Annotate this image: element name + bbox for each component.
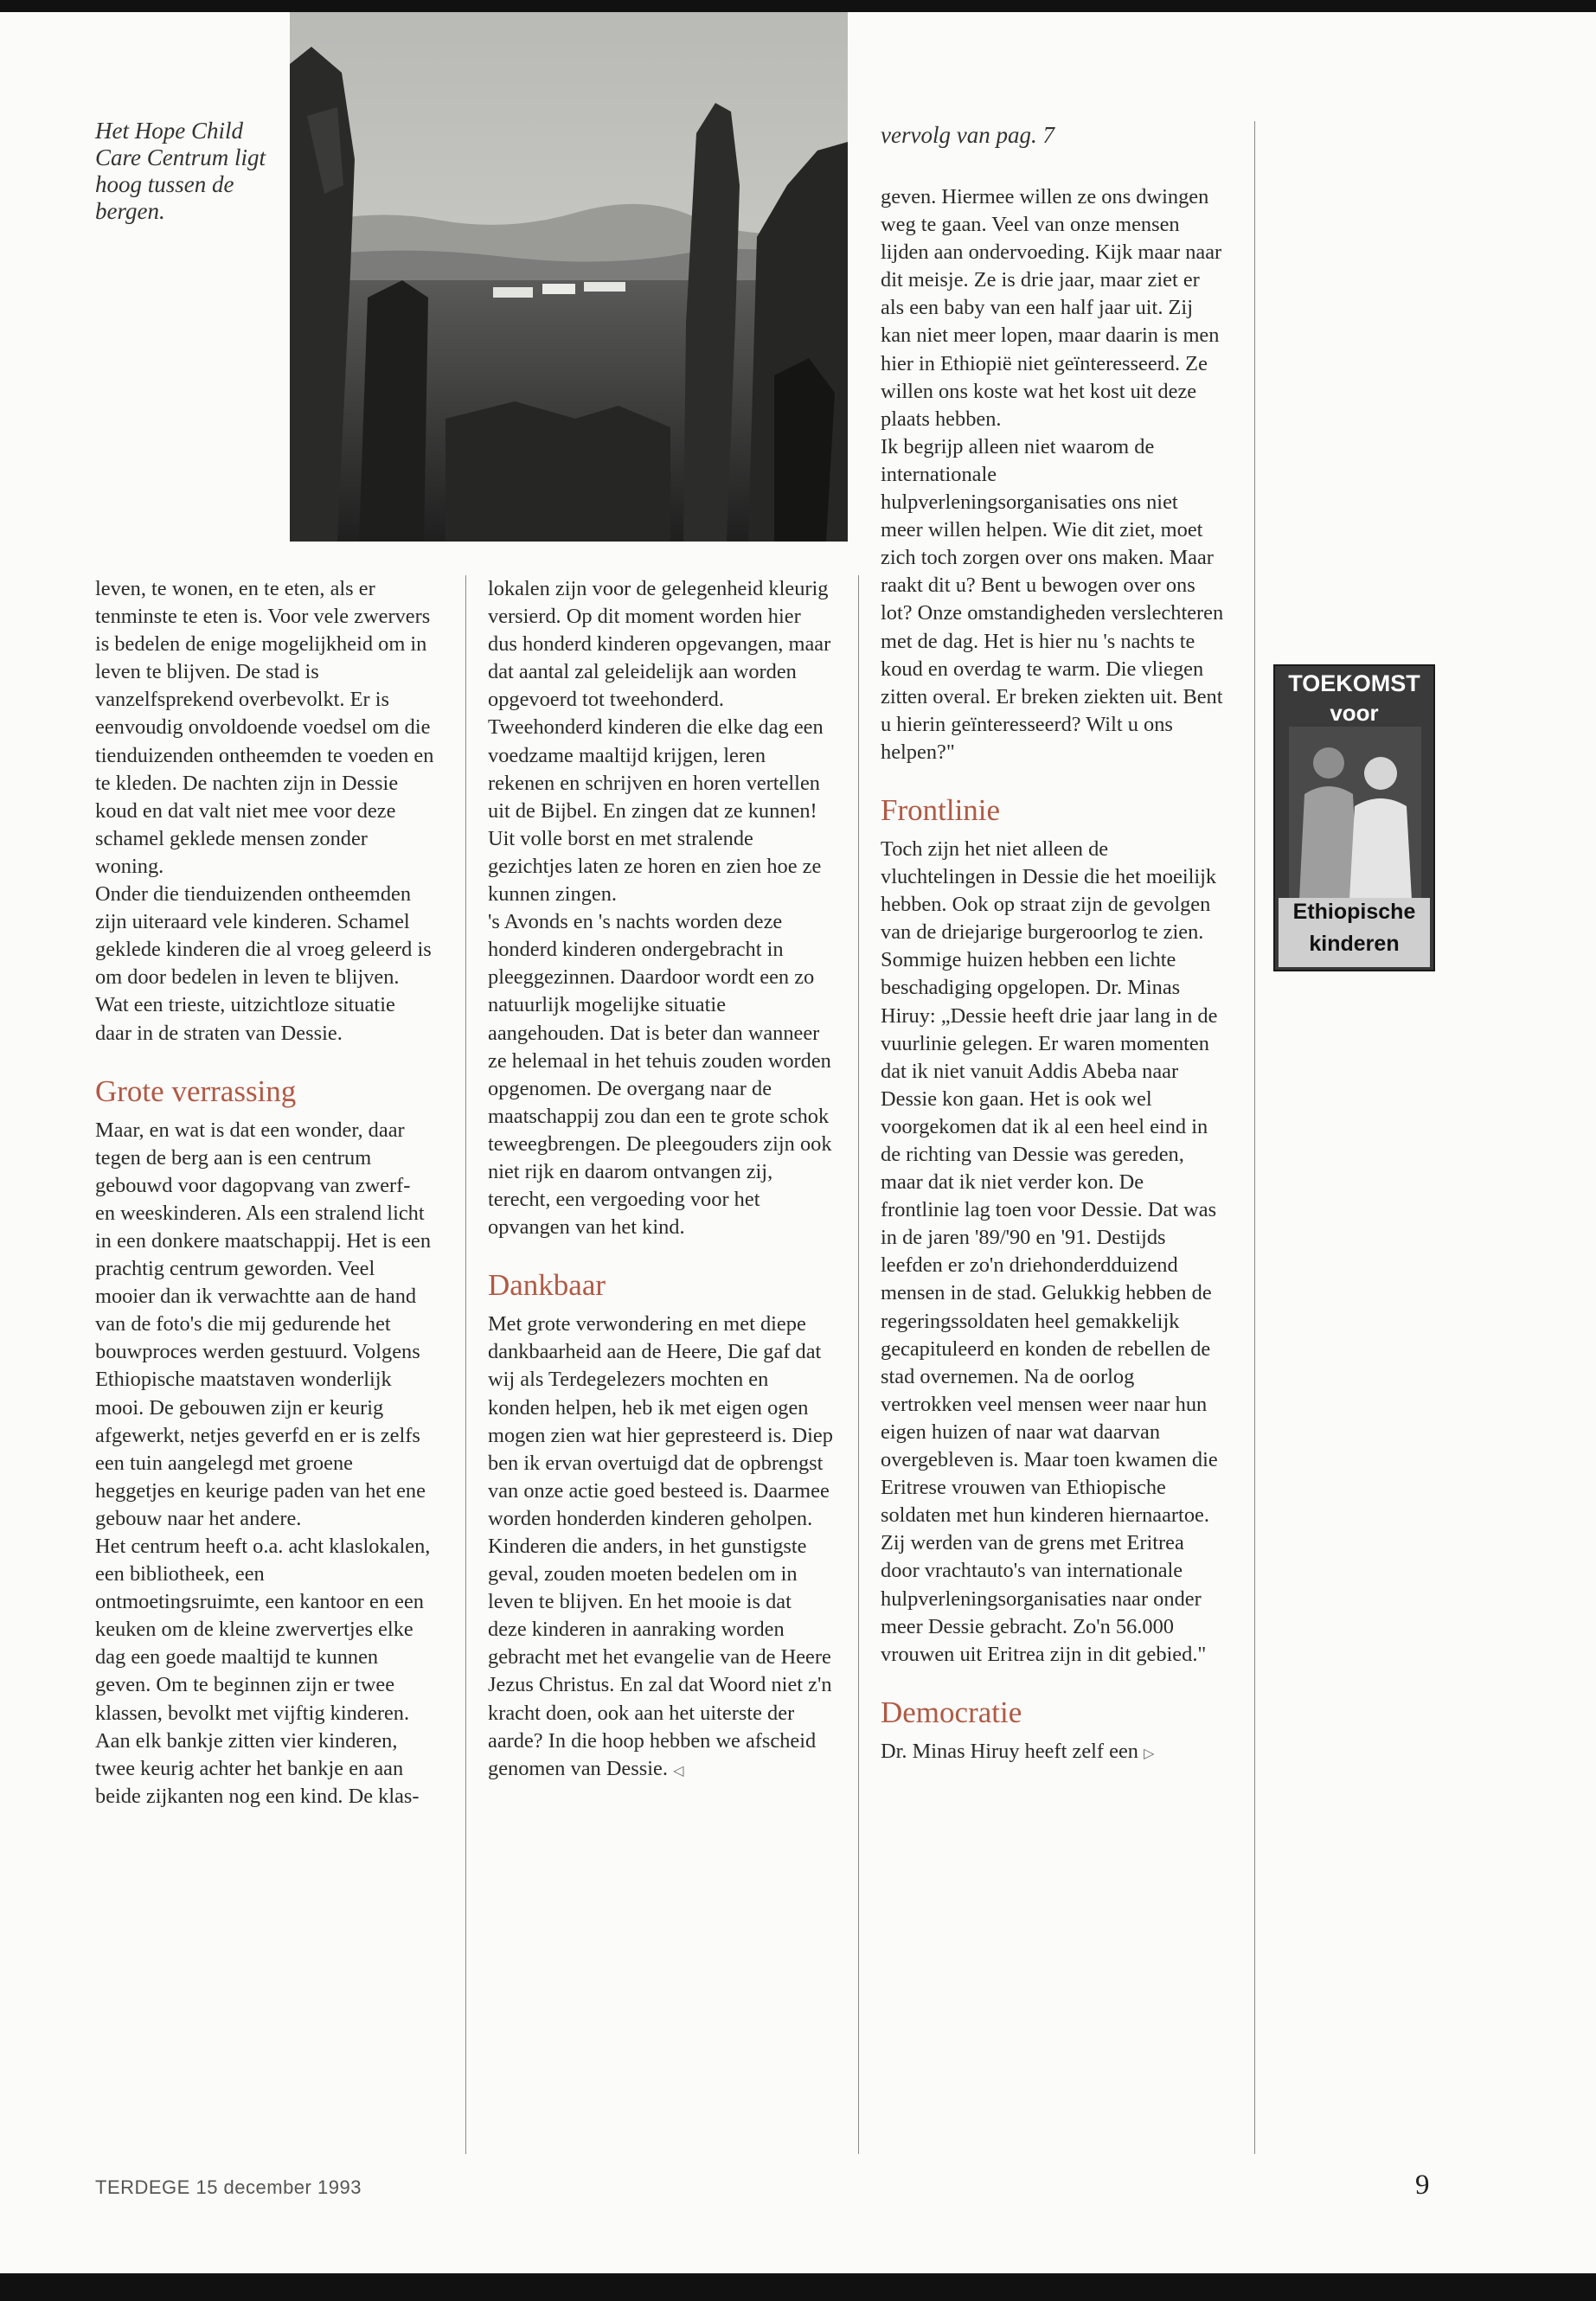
continued-from-label: vervolg van pag. 7: [881, 122, 1054, 148]
end-of-article-mark: ◁: [673, 1763, 684, 1779]
col2-paragraph-1: lokalen zijn voor de gelegenheid kleurig versierd. Op dit moment worden hier dus honderd kinderen opgevangen, maar dat aantal zal geleidelijk aan worden opgevoerd tot tweehonderd. Tweehonderd kinderen die elke dag een voedzame maaltijd krijgen, leren rekenen en schrijven en horen vertellen uit de Bijbel. En zingen dat ze kunnen! Uit volle borst en met stralende gezichtjes laten ze horen en zien hoe ze kunnen zingen.: [488, 577, 831, 907]
children-photo: [1289, 727, 1421, 900]
badge-line-3: Ethiopische: [1292, 900, 1416, 924]
column-1: [95, 575, 434, 1811]
badge-line-4: kinderen: [1309, 932, 1400, 956]
landscape-photo-illustration: [290, 12, 848, 542]
col3-paragraph-4-text: Dr. Minas Hiruy heeft zelf een: [881, 1739, 1138, 1763]
col2-paragraph-2: 's Avonds en 's nachts worden deze honderd kinderen ondergebracht in pleeggezinnen. Daardoor wordt een zo natuurlijk mogelijke situatie aangehouden. Dat is beter dan wanneer ze helemaal in het tehuis zouden worden opgenomen. De overgang naar de maatschappij zou dan een te grote schok teweegbrengen. De pleegouders zijn ook niet rijk en daarom ontvangen zij, terecht, een vergoeding voor het opvangen van het kind.: [488, 910, 832, 1240]
heading-democratie: Democratie: [881, 1695, 1022, 1729]
column-divider-3: [1254, 121, 1255, 2154]
col3-paragraph-1: geven. Hiermee willen ze ons dwingen weg te gaan. Veel van onze mensen lijden aan ondervoeding. Kijk maar naar dit meisje. Ze is drie jaar, maar ziet er als een baby van een half jaar uit. Zij kan niet meer lopen, maar daarin is men hier in Ethiopië niet geïnteresseerd. Ze willen ons koste wat het kost uit deze plaats hebben.: [881, 185, 1222, 431]
col3-paragraph-3: Toch zijn het niet alleen de vluchtelingen in Dessie die het moeilijk hebben. Ook op straat zijn de gevolgen van de driejarige burgeroorlog te zien. Sommige huizen hebben een lichte beschadiging opgelopen. Dr. Minas Hiruy: „Dessie heeft drie jaar lang in de vuurlinie gelegen. Er waren momenten dat ik niet vanuit Addis Abeba naar Dessie kon gaan. Het is ook wel voorgekomen dat ik al een heel eind in de richting van Dessie was gereden, maar dat ik niet verder kon. De frontlinie lag toen voor Dessie. Dat was in de jaren '89/'90 en '91. Destijds leefden er zo'n driehonderdduizend mensen in de stad. Gelukkig hebben de regeringssoldaten heel gemakkelijk gecapituleerd en konden de rebellen de stad overnemen. Na de oorlog vertrokken veel mensen weer naar hun eigen huizen of naar wat daarvan overgebleven is. Maar toen kwamen die Eritrese vrouwen van Ethiopische soldaten met hun kinderen hiernaartoe. Zij werden van de grens met Eritrea door vrachtauto's van internationale hulpverleningsorganisaties naar onder meer Dessie gebracht. Zo'n 56.000 vrouwen uit Eritrea zijn in dit gebied.": [881, 836, 1218, 1666]
badge-caption-panel: [1279, 898, 1430, 967]
col2-paragraph-3: [488, 1311, 834, 1785]
page-number: 9: [1415, 2170, 1430, 2201]
col1-paragraph-2: Onder die tienduizenden ontheemden zijn uiteraard vele kinderen. Schamel geklede kinderen die al vroeg geleerd is om door bedelen in leven te blijven. Wat een trieste, uitzichtloze situatie daar in de straten van Dessie.: [95, 882, 432, 1045]
col1-paragraph-3: Maar, en wat is dat een wonder, daar tegen de berg aan is een centrum gebouwd voor dagopvang van zwerf- en weeskinderen. Als een stralend licht in een donkere maatschappij. Het is een prachtig centrum geworden. Veel mooier dan ik verwachtte aan de hand van de foto's die mij gedurende het bouwproces werden gestuurd. Volgens Ethiopische maatstaven wonderlijk mooi. De gebouwen zijn er keurig afgewerkt, netjes geverfd en er is zelfs een tuin aangelegd met groene heggetjes en keurige paden van het ene gebouw naar het andere.: [95, 1118, 432, 1530]
toekomst-badge: [1273, 664, 1435, 971]
column-divider-2: [858, 575, 859, 2154]
col2-paragraph-3-text: Met grote verwondering en met diepe dankbaarheid aan de Heere, Die gaf dat wij als Terdegelezers mochten en konden helpen, heb ik met eigen ogen mogen zien wat hier gepresteerd is. Diep ben ik ervan overtuigd dat de opbrengst van onze actie goed besteed is. Daarmee worden honderden kinderen geholpen. Kinderen die anders, in het gunstigste geval, zouden moeten bedelen om in leven te blijven. En het mooie is dat deze kinderen in aanraking worden gebracht met het evangelie van de Heere Jezus Christus. En zal dat Woord niet z'n kracht doen, ook aan het uiterste der aarde? In die hoop hebben we afscheid genomen van Dessie.: [488, 1312, 833, 1780]
photo-caption: Het Hope Child Care Centrum ligt hoog tussen de bergen.: [95, 118, 266, 224]
col3-paragraph-4: [881, 1738, 1225, 1768]
continued-arrow-mark: ▷: [1144, 1746, 1155, 1761]
col3-paragraph-2: Ik begrijp alleen niet waarom de internationale hulpverleningsorganisaties ons niet meer willen helpen. Wie dit ziet, moet zich toch zorgen over ons maken. Maar raakt dit u? Bent u bewogen over ons lot? Onze omstandigheden verslechteren met de dag. Het is hier nu 's nachts te koud en overdag te warm. Die vliegen zitten overal. Er breken ziekten uit. Bent u hierin geïnteresseerd? Wilt u ons helpen?": [881, 434, 1224, 764]
bottom-rule: [0, 2273, 1596, 2301]
heading-dankbaar: Dankbaar: [488, 1268, 606, 1303]
heading-grote-verrassing: Grote verrassing: [95, 1074, 297, 1108]
top-rule: [0, 0, 1596, 12]
column-divider-1: [465, 575, 466, 2154]
heading-frontlinie: Frontlinie: [881, 792, 1001, 827]
column-3: [881, 121, 1225, 1768]
col1-paragraph-1: leven, te wonen, en te eten, als er tenminste te eten is. Voor vele zwervers is bedelen de enige mogelijkheid om in leven te blijven. De stad is vanzelfsprekend overbevolkt. Er is eenvoudig onvoldoende voedsel om die tienduizenden ontheemden te voeden en te kleden. De nachten zijn in Dessie koud en dat valt niet mee voor deze schamel geklede mensen zonder woning.: [95, 577, 434, 878]
magazine-footer: TERDEGE 15 december 1993: [95, 2176, 362, 2198]
badge-title: TOEKOMST: [1288, 670, 1420, 696]
badge-subtitle: voor: [1330, 700, 1379, 726]
landscape-photo: [290, 12, 848, 542]
col1-paragraph-4: Het centrum heeft o.a. acht klaslokalen, een bibliotheek, een ontmoetingsruimte, een kantoor en een keuken om de kleine zwervertjes elke dag een goede maaltijd te kunnen geven. Om te beginnen zijn er twee klassen, bevolkt met vijftig kinderen. Aan elk bankje zitten vier kinderen, twee keurig achter het bankje en aan beide zijkanten nog een kind. De klas-: [95, 1535, 431, 1808]
column-2: [488, 575, 834, 1785]
